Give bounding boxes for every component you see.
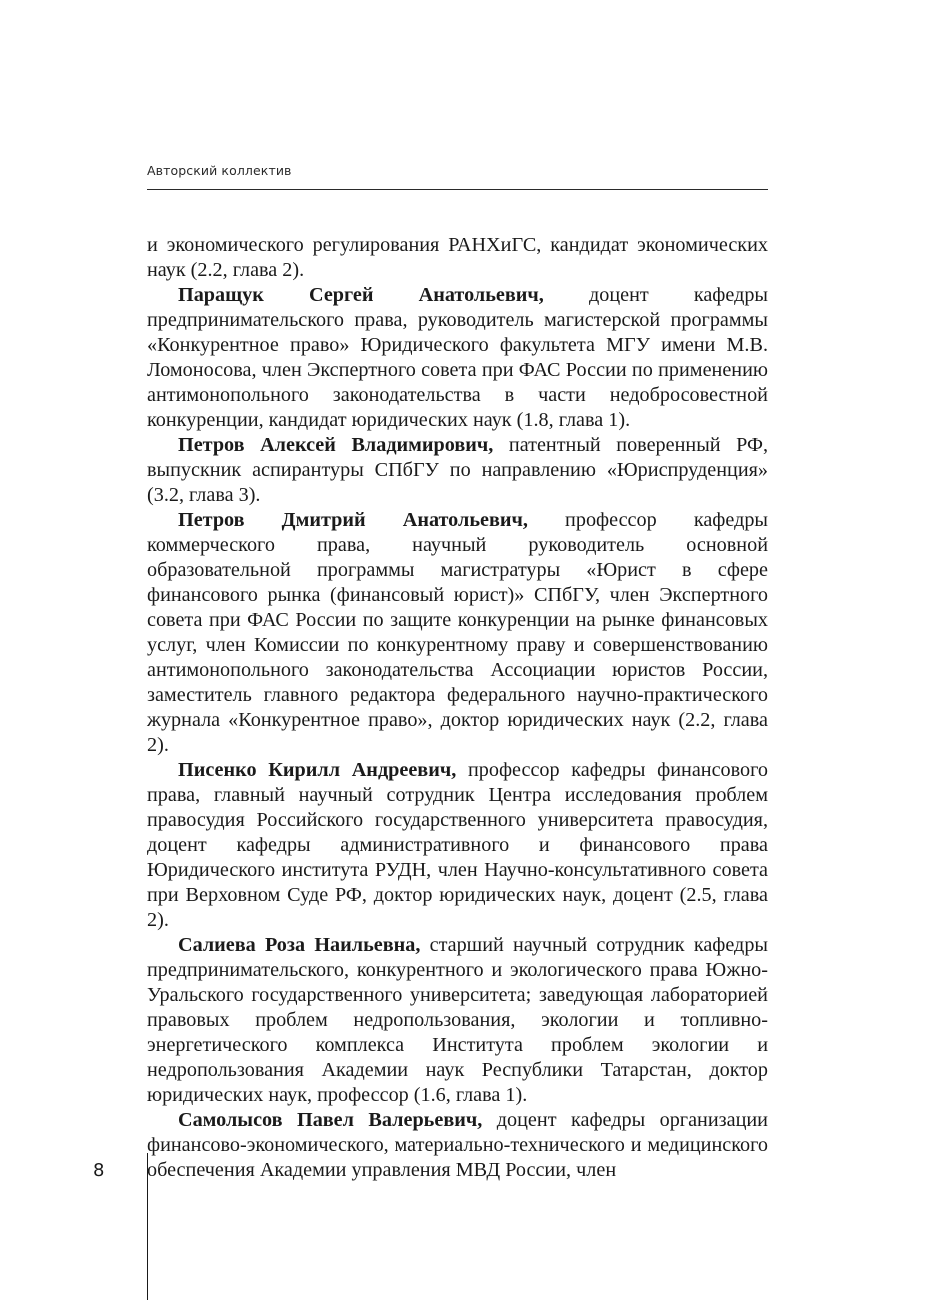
author-description: доцент кафедры предпринимательского права, руководитель магистерской программы «Конкурентное право» Юридического факультета МГУ имени М.В. Ломоносова, член Экспертного совета при ФАС России по применению антимонопольного законодательства в части недобросовестной конкуренции, кандидат юридических наук (1.8, глава 1). (147, 284, 768, 431)
author-name: Паращук Сергей Анатольевич, (178, 284, 544, 306)
author-entry (147, 433, 768, 508)
author-name: Петров Дмитрий Анатольевич, (178, 509, 528, 531)
author-name: Салиева Роза Наильевна, (178, 934, 421, 956)
author-description: профессор кафедры финансового права, главный научный сотрудник Центра исследования проблем правосудия Российского государственного университета правосудия, доцент кафедры административного и финансового права Юридического института РУДН, член Научно-консультативного совета при Верховном Суде РФ, доктор юридических наук, доцент (2.5, глава 2). (147, 759, 768, 931)
author-entry (147, 1108, 768, 1183)
header-divider (147, 189, 768, 190)
running-head-title: Авторский коллектив (147, 163, 292, 178)
author-entry (147, 283, 768, 433)
author-description: профессор кафедры коммерческого права, научный руководитель основной образовательной программы магистратуры «Юрист в сфере финансового рынка (финансовый юрист)» СПбГУ, член Экспертного совета при ФАС России по защите конкуренции на рынке финансовых услуг, член Комиссии по конкурентному праву и совершенствованию антимонопольного законодательства Ассоциации юристов России, заместитель главного редактора федерального научно-практического журнала «Конкурентное право», доктор юридических наук (2.2, глава 2). (147, 509, 768, 756)
author-name: Самолысов Павел Валерьевич, (178, 1109, 483, 1131)
author-entry (147, 933, 768, 1108)
author-list (147, 233, 768, 1183)
paragraph-continuation (147, 233, 768, 283)
author-entry (147, 508, 768, 758)
margin-rule (147, 1153, 148, 1300)
author-description: доцент кафедры организации финансово-экономического, материально-технического и медицинского обеспечения Академии управления МВД России, член (147, 1109, 768, 1181)
author-name: Писенко Кирилл Андреевич, (178, 759, 457, 781)
author-name: Петров Алексей Владимирович, (178, 434, 494, 456)
author-description: старший научный сотрудник кафедры предпринимательского, конкурентного и экологического права Южно-Уральского государственного университета; заведующая лабораторией правовых проблем недропользования, экологии и топливно-энергетического комплекса Института проблем экологии и недропользования Академии наук Республики Татарстан, доктор юридических наук, профессор (1.6, глава 1). (147, 934, 768, 1106)
author-entry (147, 758, 768, 933)
author-description: патентный поверенный РФ, выпускник аспирантуры СПбГУ по направлению «Юриспруденция» (3.2, глава 3). (147, 434, 768, 506)
page-number: 8 (93, 1160, 105, 1181)
paragraph-text: и экономического регулирования РАНХиГС, кандидат экономических наук (2.2, глава 2). (147, 234, 768, 281)
